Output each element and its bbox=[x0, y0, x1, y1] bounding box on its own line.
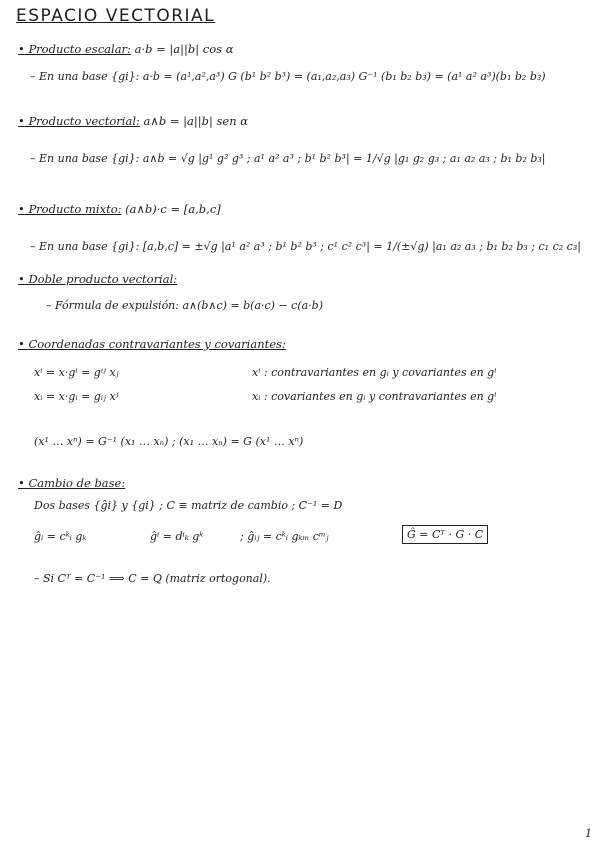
mixto-line bbox=[18, 202, 221, 216]
cambio-box: Ĝ = Cᵀ · G · C bbox=[402, 525, 488, 544]
escalar-base-line: – En una base {gi}: a·b = (a¹,a²,a³) G (b¹ b² b³) = (a₁,a₂,a₃) G⁻¹ (b₁ b₂ b₃) = (a¹ a² a³)(b₁ b₂ b₃) bbox=[30, 70, 546, 83]
page-number: 1 bbox=[585, 827, 592, 840]
vectorial-def: a∧b = |a||b| sen α bbox=[143, 114, 249, 128]
coordenadas-heading-text: • Coordenadas contravariantes y covariantes: bbox=[18, 337, 286, 351]
doble-formula: – Fórmula de expulsión: a∧(b∧c) = b(a·c) − c(a·b) bbox=[46, 299, 324, 312]
coord-l1b: xⁱ : contravariantes en gᵢ y covariantes en gⁱ bbox=[252, 366, 497, 379]
doble-heading-text: • Doble producto vectorial: bbox=[18, 272, 178, 286]
cambio-heading-text: • Cambio de base: bbox=[18, 476, 126, 490]
coord-l2a: xᵢ = x·gᵢ = gᵢⱼ xʲ bbox=[34, 390, 119, 403]
cambio-l3: – Si Cᵀ = C⁻¹ ⟹ C = Q (matriz ortogonal). bbox=[34, 572, 271, 585]
vectorial-base-line: – En una base {gi}: a∧b = √g |g¹ g² g³ ; a¹ a² a³ ; b¹ b² b³| = 1/√g |g₁ g₂ g₃ ; a₁ a₂ a₃ ; b₁ b₂ b₃| bbox=[30, 152, 546, 165]
coord-l3: (x¹ … xⁿ) = G⁻¹ (x₁ … xₙ) ; (x₁ … xₙ) = G (x¹ … xⁿ) bbox=[34, 435, 304, 448]
cambio-heading bbox=[18, 476, 125, 490]
cambio-l2c: ; ĝᵢⱼ = cᵏᵢ gₖₘ cᵐⱼ bbox=[240, 530, 329, 543]
escalar-heading: • Producto escalar: bbox=[18, 42, 131, 56]
mixto-base-line: – En una base {gi}: [a,b,c] = ±√g |a¹ a² a³ ; b¹ b² b³ ; c¹ c² c³| = 1/(±√g) |a₁ a₂ a₃ ; b₁ b₂ b₃ ; c₁ c₂ c₃| bbox=[30, 240, 581, 253]
page-title: ESPACIO VECTORIAL bbox=[16, 6, 216, 26]
cambio-l2a: ĝᵢ = cᵏᵢ gₖ bbox=[34, 530, 87, 543]
coordenadas-heading bbox=[18, 337, 286, 351]
escalar-line bbox=[18, 42, 233, 56]
coord-l2b: xᵢ : covariantes en gᵢ y contravariantes en gⁱ bbox=[252, 390, 497, 403]
mixto-heading: • Producto mixto: bbox=[18, 202, 122, 216]
vectorial-line bbox=[18, 114, 248, 128]
coord-l1a: xⁱ = x·gⁱ = gⁱʲ xⱼ bbox=[34, 366, 119, 379]
cambio-l1: Dos bases {ĝi} y {gi} ; C ≡ matriz de cambio ; C⁻¹ = D bbox=[34, 499, 343, 512]
vectorial-heading: • Producto vectorial: bbox=[18, 114, 140, 128]
mixto-def: (a∧b)·c = [a,b,c] bbox=[125, 202, 221, 216]
cambio-l2b: ĝⁱ = dⁱₖ gᵏ bbox=[150, 530, 204, 543]
cambio-l2box bbox=[402, 528, 488, 541]
escalar-def: a·b = |a||b| cos α bbox=[134, 42, 234, 56]
doble-heading bbox=[18, 272, 177, 286]
